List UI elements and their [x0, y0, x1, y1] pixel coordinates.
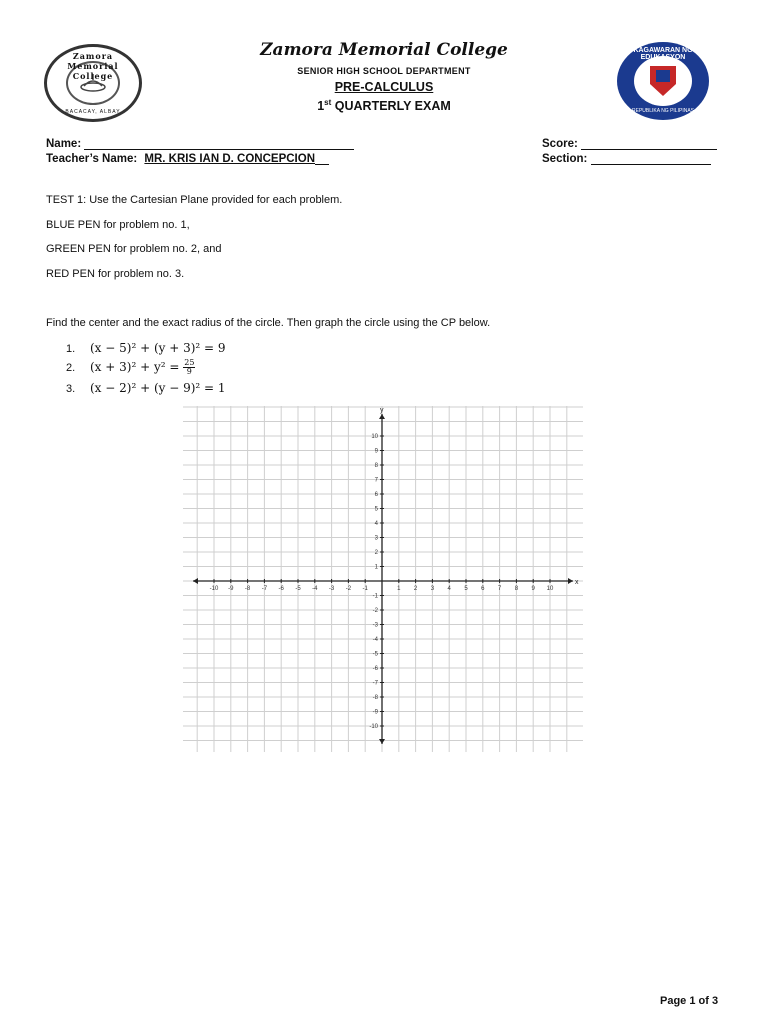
score-blank-line[interactable] — [581, 137, 717, 150]
task-instruction: Find the center and the exact radius of the circle. Then graph the circle using the CP below. — [46, 317, 491, 329]
problem-2-number: 2. — [66, 362, 76, 374]
name-field[interactable] — [46, 137, 354, 150]
y-tick-label: -9 — [372, 709, 378, 716]
x-tick-label: -7 — [261, 586, 268, 592]
y-tick-label: -8 — [372, 695, 378, 701]
problem-2-fraction — [183, 359, 195, 376]
x-axis-label: x — [575, 579, 579, 586]
section-blank-line[interactable] — [591, 152, 711, 165]
x-axis-arrow-left — [193, 578, 198, 584]
deped-seal-bottom-text: REPUBLIKA NG PILIPINAS — [632, 108, 694, 114]
x-tick-label: -10 — [209, 586, 219, 592]
x-tick-label: -8 — [244, 586, 251, 592]
deped-seal-ring-text: KAGAWARAN NG EDUKASYON — [633, 47, 693, 61]
y-tick-label: -5 — [372, 651, 378, 658]
y-tick-label: 5 — [374, 506, 378, 513]
teacher-label: Teacher’s Name: — [46, 153, 138, 165]
y-tick-label: -7 — [372, 680, 378, 687]
red-pen-instruction: RED PEN for problem no. 3. — [46, 268, 185, 280]
y-tick-label: 10 — [371, 434, 378, 440]
problem-1-equation: (x − 5)² + (y + 3)² = 9 — [90, 341, 226, 355]
y-tick-label: -4 — [372, 637, 378, 643]
x-tick-label: 2 — [413, 586, 418, 592]
problem-2-equation: (x + 3)² + y² = — [90, 360, 180, 374]
y-tick-label: -3 — [372, 622, 378, 629]
cartesian-plane[interactable] — [183, 406, 583, 752]
x-tick-label: -4 — [312, 586, 318, 592]
problem-3-equation: (x − 2)² + (y − 9)² = 1 — [90, 381, 226, 395]
college-seal-ring-text: Zamora Memorial College — [67, 51, 119, 81]
x-tick-label: 1 — [397, 586, 401, 592]
teacher-underline-tail — [315, 152, 329, 165]
subject-title — [0, 80, 768, 94]
y-axis-arrow-up — [379, 414, 385, 419]
green-pen-instruction: GREEN PEN for problem no. 2, and — [46, 243, 222, 255]
exam-title — [0, 98, 768, 113]
college-seal-bottom-text: BACACAY, ALBAY — [65, 109, 121, 115]
x-tick-label: -5 — [295, 586, 301, 592]
exam-title-text: QUARTERLY EXAM — [334, 99, 451, 114]
y-tick-label: 2 — [374, 550, 378, 556]
problem-1 — [66, 341, 226, 355]
x-tick-label: -3 — [328, 586, 335, 592]
y-tick-label: -2 — [372, 608, 378, 614]
section-field[interactable] — [542, 152, 711, 165]
x-tick-label: 7 — [497, 586, 502, 592]
x-tick-label: 8 — [514, 586, 519, 592]
score-field[interactable] — [542, 137, 717, 150]
name-label: Name: — [46, 138, 82, 150]
x-tick-label: -1 — [362, 586, 368, 592]
teacher-name-value: MR. KRIS IAN D. CONCEPCION — [144, 153, 315, 165]
x-tick-label: 10 — [546, 586, 554, 592]
subject-text: PRE-CALCULUS — [334, 80, 434, 94]
y-tick-label: 1 — [374, 564, 378, 571]
x-tick-label: -2 — [345, 586, 352, 592]
name-blank-line[interactable] — [84, 137, 354, 150]
x-tick-label: -9 — [228, 586, 234, 592]
y-axis-label: y — [380, 407, 384, 414]
fraction-denominator: 9 — [186, 367, 192, 376]
teacher-field — [46, 152, 329, 165]
y-axis-arrow-down — [379, 739, 385, 744]
exam-ordinal-suffix: st — [324, 98, 332, 107]
exam-ordinal: 1 — [317, 99, 325, 114]
department: SENIOR HIGH SCHOOL DEPARTMENT — [297, 66, 471, 76]
page-number: Page 1 of 3 — [660, 995, 719, 1007]
y-tick-label: 3 — [374, 535, 378, 542]
test-instruction: TEST 1: Use the Cartesian Plane provided for each problem. — [46, 194, 343, 206]
x-tick-label: 5 — [464, 586, 468, 592]
y-tick-label: -1 — [372, 593, 378, 600]
y-tick-label: -10 — [369, 724, 378, 730]
x-axis-arrow-right — [568, 578, 573, 584]
college-name: Zamora Memorial College — [260, 40, 508, 60]
fraction-numerator: 25 — [184, 358, 195, 367]
y-tick-label: 4 — [374, 521, 378, 527]
x-tick-label: 4 — [447, 586, 451, 592]
blue-pen-instruction: BLUE PEN for problem no. 1, — [46, 219, 190, 231]
y-tick-label: 9 — [374, 448, 378, 455]
y-tick-label: -6 — [372, 666, 378, 672]
problem-1-number: 1. — [66, 343, 76, 355]
problem-3-number: 3. — [66, 383, 76, 395]
score-label: Score: — [542, 138, 578, 150]
problem-2 — [66, 359, 195, 376]
x-tick-label: -6 — [278, 586, 284, 592]
y-tick-label: 7 — [374, 477, 378, 484]
x-tick-label: 3 — [430, 586, 435, 592]
y-tick-label: 6 — [374, 492, 378, 498]
y-tick-label: 8 — [374, 463, 378, 469]
problem-3 — [66, 381, 226, 395]
x-tick-label: 9 — [531, 586, 535, 592]
section-label: Section: — [542, 153, 588, 165]
x-tick-label: 6 — [481, 586, 485, 592]
